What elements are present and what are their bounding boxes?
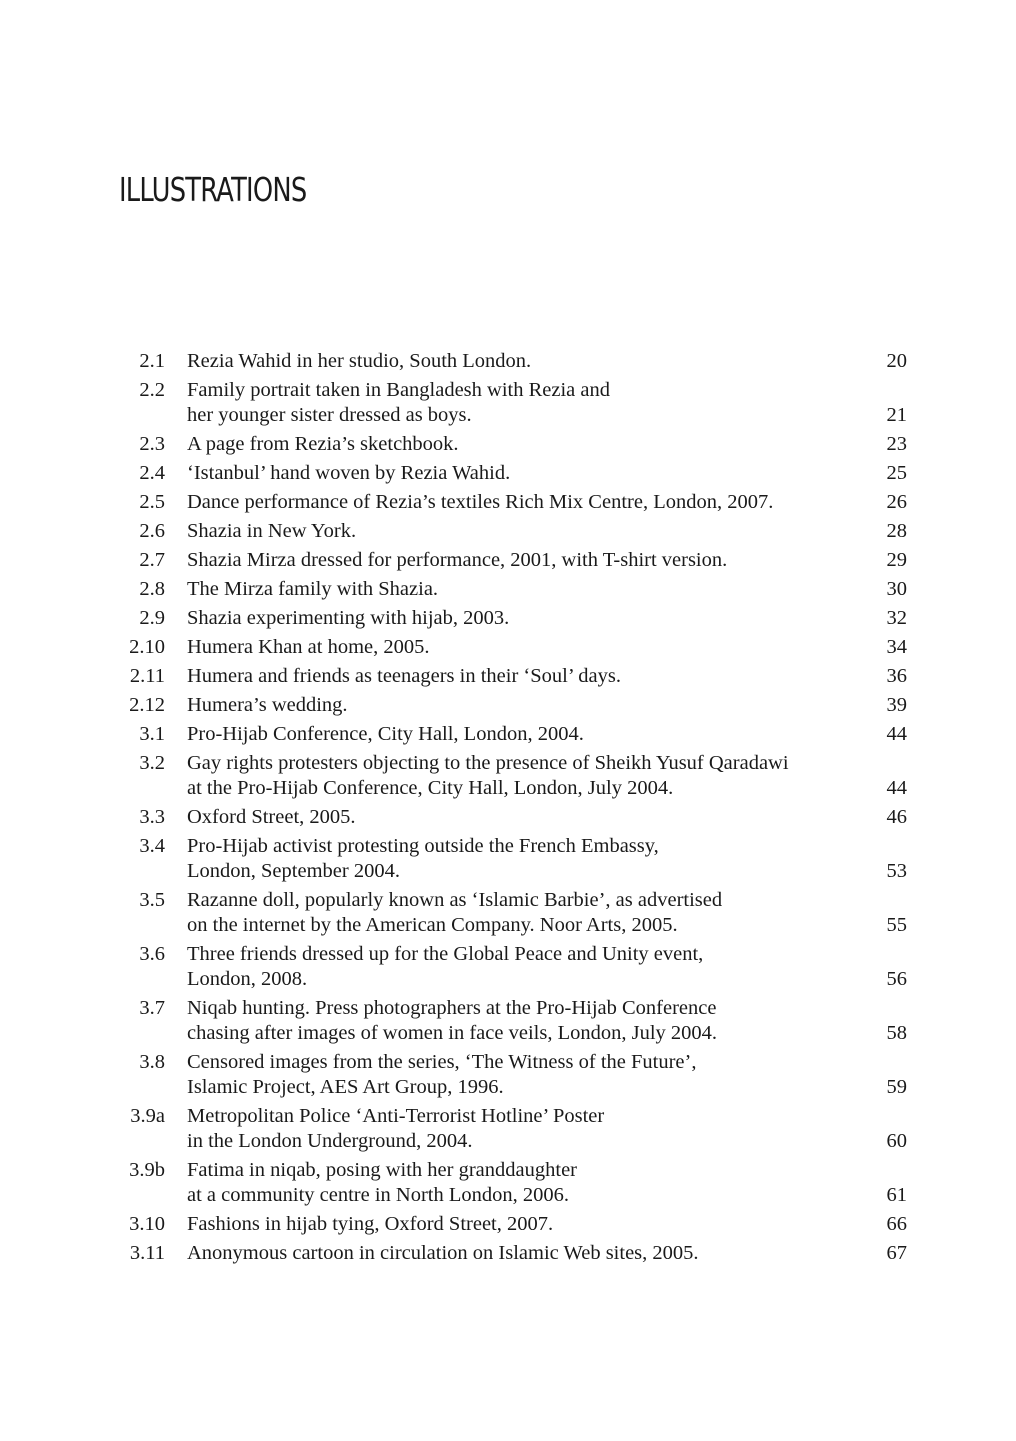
illustration-entry: [0, 751, 1016, 801]
figure-caption: [187, 996, 837, 1046]
figure-caption: [187, 751, 837, 801]
illustration-entry: [0, 888, 1016, 938]
figure-number: 3.11: [129, 1242, 165, 1264]
figure-number: 2.11: [129, 665, 165, 687]
page-number: 59: [886, 1076, 907, 1098]
page-number: 53: [886, 860, 907, 882]
illustration-entry: [0, 1050, 1016, 1100]
caption-line: Oxford Street, 2005.: [187, 806, 356, 828]
page-number: 30: [886, 578, 907, 600]
page-number: 46: [886, 806, 907, 828]
figure-number: 3.2: [139, 752, 165, 774]
figure-number: 2.12: [129, 694, 165, 716]
illustration-entry: [0, 996, 1016, 1046]
figure-number: 3.10: [129, 1213, 165, 1235]
illustration-entry: [0, 606, 1016, 631]
figure-number: 2.6: [139, 520, 165, 542]
illustration-entry: [0, 490, 1016, 515]
figure-caption: [187, 548, 837, 573]
illustration-entry: [0, 693, 1016, 718]
figure-number: 2.4: [139, 462, 165, 484]
figure-caption: [187, 349, 837, 374]
caption-line: Pro-Hijab Conference, City Hall, London, 2004.: [187, 723, 584, 745]
figure-number: 3.9a: [130, 1105, 165, 1127]
illustration-entry: [0, 942, 1016, 992]
figure-number: 3.6: [139, 943, 165, 965]
figure-caption: [187, 432, 837, 457]
figure-number: 2.2: [139, 379, 165, 401]
illustration-entry: [0, 1104, 1016, 1154]
figure-caption: [187, 378, 837, 428]
caption-line: Metropolitan Police ‘Anti-Terrorist Hotline’ Poster: [187, 1105, 605, 1127]
figure-number: 3.8: [139, 1051, 165, 1073]
figure-number: 2.1: [139, 350, 165, 372]
caption-line: Anonymous cartoon in circulation on Islamic Web sites, 2005.: [187, 1242, 699, 1264]
page-title: ILLUSTRATIONS: [119, 170, 307, 209]
caption-line: Pro-Hijab activist protesting outside the French Embassy,: [187, 835, 659, 857]
illustration-entry: [0, 519, 1016, 544]
page-number: 26: [886, 491, 907, 513]
figure-caption: [187, 805, 837, 830]
caption-line: Fatima in niqab, posing with her granddaughter: [187, 1159, 577, 1181]
page-number: 29: [886, 549, 907, 571]
page-number: 58: [886, 1022, 907, 1044]
figure-number: 2.9: [139, 607, 165, 629]
figure-caption: [187, 834, 837, 884]
illustration-entry: [0, 1158, 1016, 1208]
page-number: 32: [886, 607, 907, 629]
caption-line: Razanne doll, popularly known as ‘Islamic Barbie’, as advertised: [187, 889, 723, 911]
caption-line: Shazia experimenting with hijab, 2003.: [187, 607, 510, 629]
illustration-entry: [0, 1241, 1016, 1266]
page-number: 60: [886, 1130, 907, 1152]
illustration-entry: [0, 349, 1016, 374]
caption-line: A page from Rezia’s sketchbook.: [187, 433, 459, 455]
caption-line: Humera’s wedding.: [187, 694, 348, 716]
page-number: 67: [886, 1242, 907, 1264]
illustration-entry: [0, 548, 1016, 573]
illustration-entry: [0, 834, 1016, 884]
page-number: 36: [886, 665, 907, 687]
illustration-entry: [0, 635, 1016, 660]
figure-caption: [187, 461, 837, 486]
figure-number: 3.7: [139, 997, 165, 1019]
page-number: 56: [886, 968, 907, 990]
figure-caption: [187, 888, 837, 938]
figure-caption: [187, 1050, 837, 1100]
caption-line: at the Pro-Hijab Conference, City Hall, London, July 2004.: [187, 777, 674, 799]
caption-line: in the London Underground, 2004.: [187, 1130, 473, 1152]
page-number: 28: [886, 520, 907, 542]
figure-caption: [187, 1212, 837, 1237]
caption-line: her younger sister dressed as boys.: [187, 404, 472, 426]
illustration-entry: [0, 577, 1016, 602]
illustration-entry: [0, 805, 1016, 830]
figure-caption: [187, 519, 837, 544]
caption-line: Fashions in hijab tying, Oxford Street, 2007.: [187, 1213, 554, 1235]
caption-line: at a community centre in North London, 2006.: [187, 1184, 570, 1206]
page-number: 25: [886, 462, 907, 484]
caption-line: Gay rights protesters objecting to the presence of Sheikh Yusuf Qaradawi: [187, 752, 789, 774]
caption-line: ‘Istanbul’ hand woven by Rezia Wahid.: [187, 462, 511, 484]
caption-line: The Mirza family with Shazia.: [187, 578, 439, 600]
caption-line: Humera and friends as teenagers in their ‘Soul’ days.: [187, 665, 621, 687]
figure-number: 2.5: [139, 491, 165, 513]
page-number: 66: [886, 1213, 907, 1235]
page-number: 23: [886, 433, 907, 455]
figure-caption: [187, 693, 837, 718]
figure-number: 3.4: [139, 835, 165, 857]
page-number: 61: [886, 1184, 907, 1206]
figure-caption: [187, 606, 837, 631]
caption-line: Family portrait taken in Bangladesh with Rezia and: [187, 379, 610, 401]
page-number: 21: [886, 404, 907, 426]
figure-caption: [187, 1104, 837, 1154]
caption-line: Humera Khan at home, 2005.: [187, 636, 430, 658]
page-number: 55: [886, 914, 907, 936]
figure-number: 3.5: [139, 889, 165, 911]
caption-line: Shazia Mirza dressed for performance, 2001, with T-shirt version.: [187, 549, 728, 571]
figure-caption: [187, 1241, 837, 1266]
figure-caption: [187, 635, 837, 660]
page-number: 20: [886, 350, 907, 372]
page-number: 39: [886, 694, 907, 716]
illustration-entry: [0, 1212, 1016, 1237]
caption-line: Islamic Project, AES Art Group, 1996.: [187, 1076, 504, 1098]
figure-number: 2.3: [139, 433, 165, 455]
page-number: 44: [886, 777, 907, 799]
illustration-entry: [0, 378, 1016, 428]
figure-caption: [187, 490, 837, 515]
illustration-entry: [0, 461, 1016, 486]
figure-number: 3.1: [139, 723, 165, 745]
figure-number: 3.3: [139, 806, 165, 828]
illustration-entry: [0, 664, 1016, 689]
caption-line: Dance performance of Rezia’s textiles Rich Mix Centre, London, 2007.: [187, 491, 774, 513]
caption-line: Rezia Wahid in her studio, South London.: [187, 350, 532, 372]
caption-line: chasing after images of women in face veils, London, July 2004.: [187, 1022, 718, 1044]
caption-line: Censored images from the series, ‘The Witness of the Future’,: [187, 1051, 697, 1073]
illustration-entry: [0, 722, 1016, 747]
figure-number: 2.10: [129, 636, 165, 658]
figure-caption: [187, 577, 837, 602]
caption-line: Niqab hunting. Press photographers at the Pro-Hijab Conference: [187, 997, 717, 1019]
illustration-entry: [0, 432, 1016, 457]
illustrations-list: [0, 349, 1016, 1270]
figure-caption: [187, 942, 837, 992]
caption-line: Shazia in New York.: [187, 520, 357, 542]
caption-line: London, September 2004.: [187, 860, 400, 882]
caption-line: Three friends dressed up for the Global Peace and Unity event,: [187, 943, 704, 965]
figure-number: 3.9b: [129, 1159, 165, 1181]
figure-caption: [187, 664, 837, 689]
figure-caption: [187, 722, 837, 747]
figure-caption: [187, 1158, 837, 1208]
page-number: 34: [886, 636, 907, 658]
caption-line: London, 2008.: [187, 968, 308, 990]
figure-number: 2.7: [139, 549, 165, 571]
page-number: 44: [886, 723, 907, 745]
caption-line: on the internet by the American Company. Noor Arts, 2005.: [187, 914, 678, 936]
figure-number: 2.8: [139, 578, 165, 600]
